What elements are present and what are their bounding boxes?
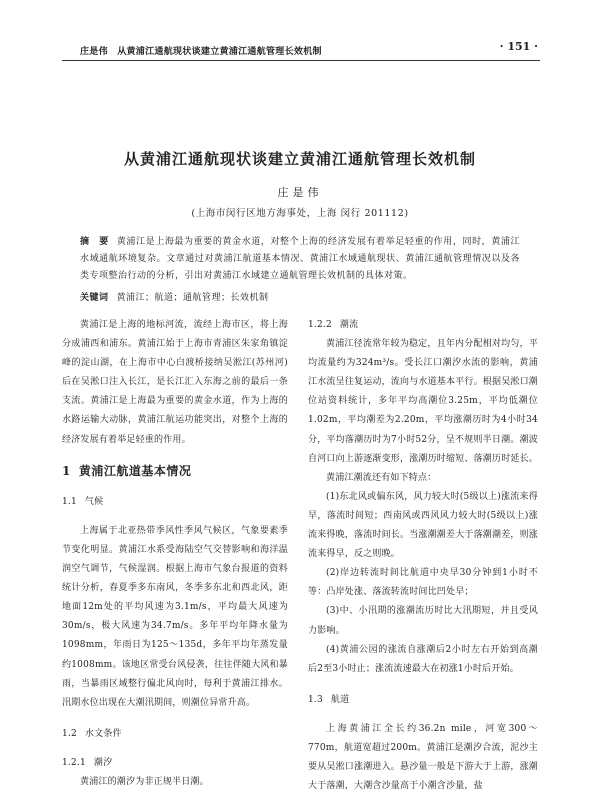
abstract-label: 摘 要 (80, 237, 109, 247)
subsubsection-number: 1.2.2 (308, 320, 332, 330)
keywords-label: 关键词 (80, 293, 109, 303)
left-column (62, 316, 288, 792)
intro-paragraph: 黄浦江是上海的地标河流，流经上海市区，将上海分成浦西和浦东。黄浦江始于上海市青浦区朱家角镇淀峰的淀山湖，在上海市中心白渡桥接纳吴淞江(苏州河)后在吴淞口注入长江，是长江汇入东海之前的最后一条支流。黄浦江是上海最为重要的黄金水道，作为上海的水路运输大动脉，黄浦江航运功能突出，对整个上海的经济发展有着举足轻重的作用。 (62, 320, 288, 445)
subsection-heading (62, 725, 288, 744)
keywords (80, 290, 520, 307)
subsubsection-heading (308, 316, 538, 335)
article-author: 庄是伟 (277, 186, 323, 199)
subsection-number: 1.3 (308, 694, 323, 705)
current-feature-item: (4)黄浦公园的涨流自涨潮后2小时左右开始到高潮后2至3小时止；涨流流速最大在初涨1小时后开始。 (308, 644, 538, 674)
current-paragraph: 黄浦江径流常年较为稳定，且年内分配相对均匀，平均流量约为324m³/s。受长江口潮汐水流的影响，黄浦江水流呈往复运动，流向与水道基本平行。根据吴淞口潮位站资料统计，多年平均高潮位3.25m，平均低潮位1.02m，平均潮差为2.20m，平均涨潮历时为4小时34分，平均落潮历时为7小时52分，呈不规则半日潮。潮波自河口向上游逐渐变形，涨潮历时缩短、落潮历时延长。 (308, 339, 539, 464)
running-head: 庄是伟 从黄浦江通航现状谈建立黄浦江通航管理长效机制 (80, 47, 322, 57)
subsubsection-heading (62, 754, 288, 773)
current-feature-item: (2)岸边转流时间比航道中央早30分钟到1小时不等：凸岸处涨、落流转流时间比凹处早； (308, 568, 538, 598)
abstract (80, 234, 520, 285)
subsubsection-number: 1.2.1 (62, 757, 86, 768)
subsection-number: 1.1 (62, 496, 77, 507)
channel-paragraph: 上海黄浦江全长约36.2n mile，河宽300～770m，航道宽超过200m。黄浦江是潮汐合流，泥沙主要从吴淞口涨潮进入。悬沙量一般是下游大于上游，涨潮大于落潮，大潮含沙量高于小潮含沙量，盐 (308, 723, 539, 792)
page-number: · 151 · (499, 40, 538, 53)
header-divider (62, 60, 540, 61)
tide-paragraph: 黄浦江的潮汐为非正规半日潮。 (80, 776, 209, 787)
subsection-heading (62, 493, 288, 512)
article-title: 从黄浦江通航现状谈建立黄浦江通航管理长效机制 (123, 150, 476, 168)
subsection-title: 航道 (330, 694, 350, 705)
current-features-intro: 黄浦江潮流还有如下特点： (326, 472, 437, 483)
abstract-text: 黄浦江是上海最为重要的黄金水道，对整个上海的经济发展有着举足轻重的作用，同时，黄浦江水域通航环境复杂。文章通过对黄浦江航道基本情况、黄浦江水域通航现状、黄浦江通航管理情况以及各类专项整治行动的分析，引出对黄浦江水域建立通航管理长效机制的具体对策。 (80, 237, 520, 281)
subsection-heading (308, 691, 538, 710)
subsection-number: 1.2 (62, 728, 77, 739)
current-feature-item: (3)中、小汛期的涨潮流历时比大汛期短，并且受风力影响。 (308, 606, 538, 636)
subsubsection-title: 潮流 (339, 320, 359, 330)
keywords-text: 黄浦江；航道；通航管理；长效机制 (116, 293, 269, 303)
section-number: 1 (62, 463, 71, 478)
right-column (308, 316, 538, 796)
climate-paragraph: 上海属于北亚热带季风性季风气候区，气象要素季节变化明显。黄浦江水系受海陆空气交替影响和海洋温润空气调节，气候湿润。根据上海市气象台报道的资料统计分析，春夏季多东南风，冬季多东北和西北风，距地面12m处的平均风速为3.1m/s，平均最大风速为30m/s，极大风速为34.7m/s。多年平均年降水量为1098mm，年雨日为125～135d，多年平均年蒸发量约1008mm。该地区常受台风侵袭，往往伴随大风和暴雨，当暴雨区域整行偏北风向时，每利于黄浦江排水。汛期水位出现在大潮汛期间，则潮位异常升高。 (62, 525, 288, 708)
subsubsection-title: 潮汐 (93, 757, 113, 768)
subsection-title: 水文条件 (84, 728, 122, 739)
section-heading (62, 462, 288, 481)
current-feature-item: (1)东北风或偏东风，风力较大时(5级以上)涨流来得早，落流时间短；西南风或西风风力较大时(5级以上)涨流来得晚，落流时间长。当涨潮潮差大于落潮潮差，则涨流来得早，反之则晚。 (308, 491, 539, 560)
section-title: 黄浦江航道基本情况 (78, 463, 192, 478)
subsection-title: 气候 (84, 496, 104, 507)
author-affiliation: (上海市闵行区地方海事处，上海 闵行 201112) (191, 208, 409, 219)
